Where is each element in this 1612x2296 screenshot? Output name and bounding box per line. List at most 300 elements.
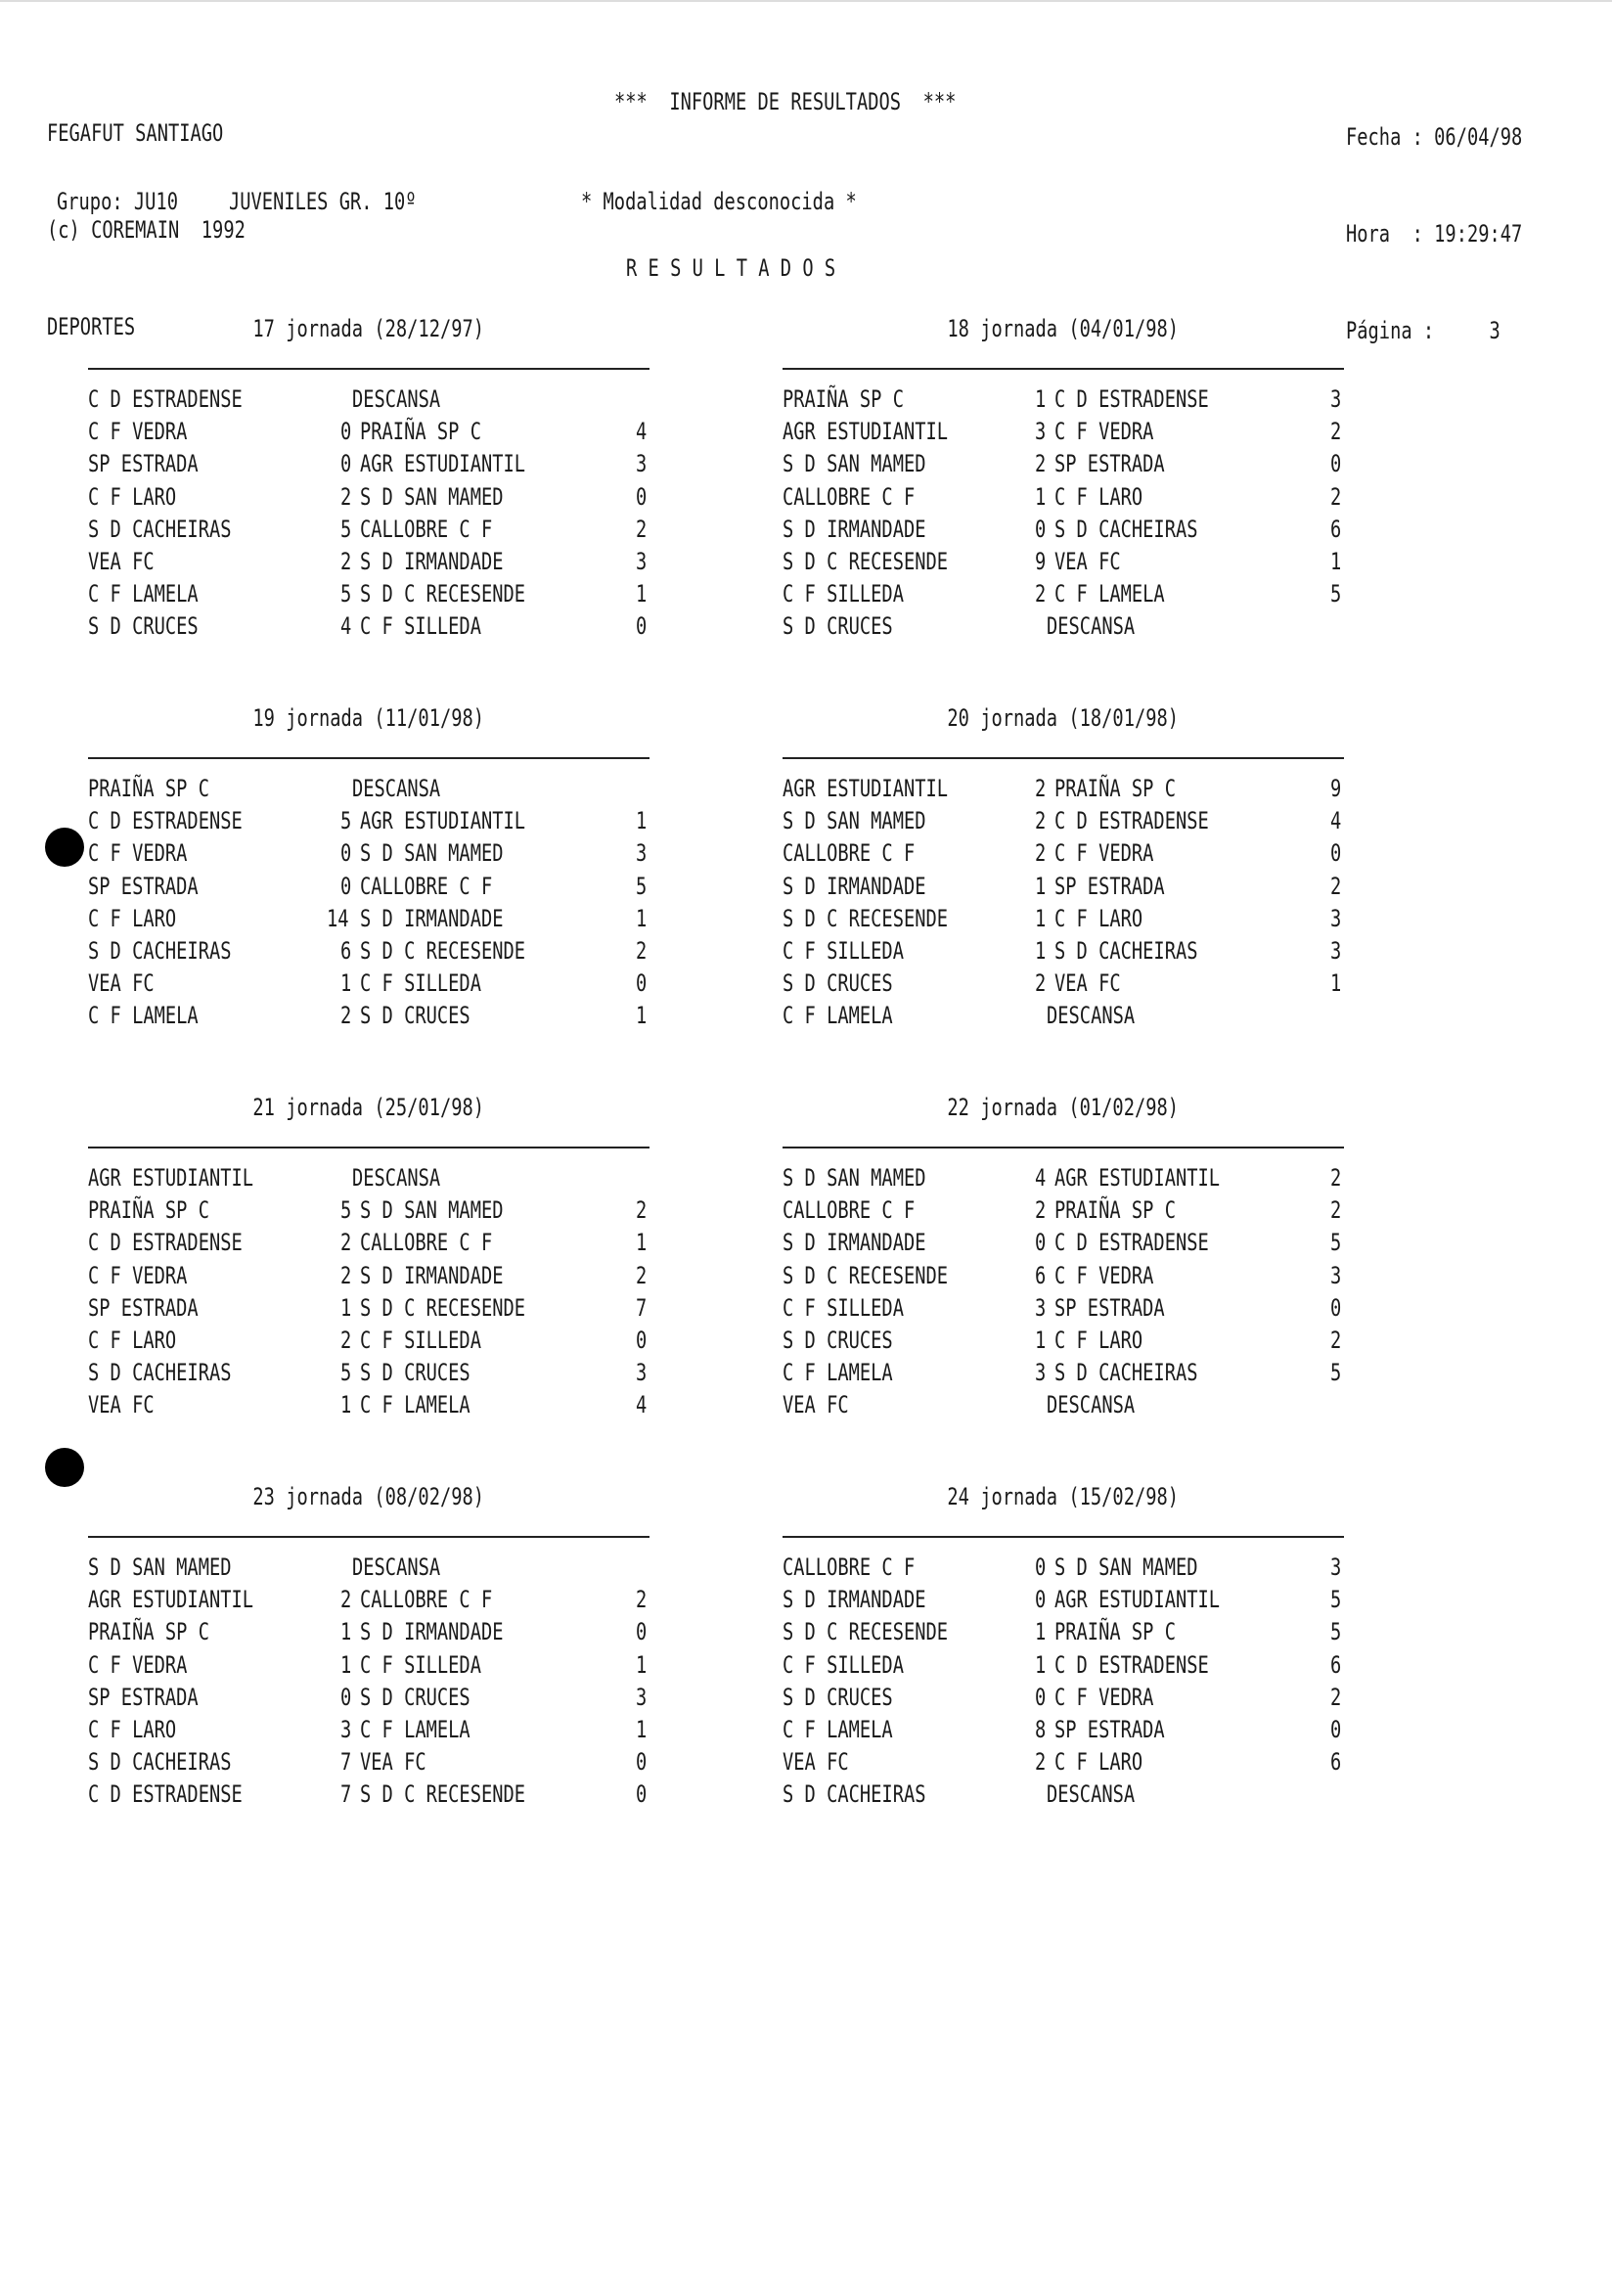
hora-line: Hora : 19:29:47 <box>1346 220 1523 248</box>
away-score: 1 <box>636 1716 648 1743</box>
match-row <box>88 1260 675 1292</box>
home-team: S D CRUCES <box>783 612 893 641</box>
home-team: C D ESTRADENSE <box>88 1229 243 1257</box>
away-score: 0 <box>636 969 648 998</box>
home-score: 0 <box>340 872 352 900</box>
home-score: 1 <box>1035 482 1047 511</box>
home-score: 8 <box>1035 1716 1047 1743</box>
jornada-title-text: 19 jornada (11/01/98) <box>252 704 485 732</box>
home-team: C F VEDRA <box>88 418 188 446</box>
fecha-line: Fecha : 06/04/98 <box>1346 123 1523 151</box>
away-team: DESCANSA <box>1047 1780 1136 1809</box>
home-team: VEA FC <box>88 969 155 998</box>
match-row <box>88 1682 675 1714</box>
match-row <box>783 935 1369 968</box>
away-score: 3 <box>1330 904 1342 932</box>
away-team: C F LARO <box>1054 482 1143 511</box>
jornada-title <box>784 1094 1342 1121</box>
home-score: 1 <box>340 1391 352 1419</box>
home-team: C F SILLEDA <box>783 1650 904 1679</box>
match-row <box>88 514 675 546</box>
away-team: S D C RECESENDE <box>360 580 526 608</box>
away-score: 2 <box>1330 482 1342 511</box>
match-row <box>783 1778 1369 1811</box>
match-row <box>783 1682 1369 1714</box>
match-row <box>783 1194 1369 1227</box>
away-team: DESCANSA <box>1047 1002 1136 1030</box>
match-row <box>88 1292 675 1325</box>
jornada-title-text: 20 jornada (18/01/98) <box>947 704 1180 732</box>
away-score: 0 <box>1330 1716 1342 1743</box>
match-row <box>783 968 1369 1000</box>
away-team: C F VEDRA <box>1054 418 1154 446</box>
jornada-rule <box>88 757 649 759</box>
match-row <box>88 1616 675 1648</box>
home-team: S D CACHEIRAS <box>88 1359 232 1387</box>
away-team: C D ESTRADENSE <box>1054 1650 1209 1679</box>
jornada-title-text: 18 jornada (04/01/98) <box>947 315 1180 342</box>
match-row <box>88 903 675 935</box>
away-score: 0 <box>1330 1293 1342 1322</box>
away-team: SP ESTRADA <box>1054 872 1165 900</box>
grupo-name: JUVENILES GR. 10º <box>229 188 417 215</box>
match-row <box>783 1227 1369 1259</box>
match-row <box>783 1260 1369 1292</box>
match-row <box>88 448 675 480</box>
match-row <box>783 1325 1369 1357</box>
away-score: 0 <box>636 612 648 641</box>
home-team: C F VEDRA <box>88 839 188 868</box>
away-team: SP ESTRADA <box>1054 1293 1165 1322</box>
match-row <box>88 1714 675 1746</box>
away-team: S D CRUCES <box>360 1683 470 1711</box>
away-score: 2 <box>1330 872 1342 900</box>
home-team: PRAIÑA SP C <box>88 1196 209 1225</box>
home-score: 2 <box>1035 1748 1047 1777</box>
jornada-rule <box>783 368 1344 370</box>
away-score: 1 <box>636 580 648 608</box>
away-team: C F LARO <box>1054 1327 1143 1354</box>
jornada-rule <box>783 1536 1344 1538</box>
away-team: DESCANSA <box>352 1553 441 1581</box>
home-score: 1 <box>1035 1327 1047 1354</box>
away-team: AGR ESTUDIANTIL <box>1054 1164 1221 1192</box>
away-team: S D CACHEIRAS <box>1054 937 1198 965</box>
away-score: 3 <box>1330 385 1342 413</box>
away-score: 0 <box>636 1618 648 1646</box>
home-score: 0 <box>340 839 352 868</box>
home-team: AGR ESTUDIANTIL <box>783 418 949 446</box>
away-team: C F LARO <box>1054 1748 1143 1777</box>
away-team: CALLOBRE C F <box>360 515 493 543</box>
home-score: 2 <box>1035 450 1047 478</box>
away-score: 5 <box>1330 1229 1342 1257</box>
home-team: C F VEDRA <box>88 1261 188 1289</box>
match-row <box>783 416 1369 448</box>
away-score: 2 <box>636 515 648 543</box>
home-score: 1 <box>340 1293 352 1322</box>
match-row <box>88 1649 675 1682</box>
away-score: 2 <box>1330 1164 1342 1192</box>
home-team: SP ESTRADA <box>88 872 199 900</box>
away-score: 1 <box>636 904 648 932</box>
home-team: C F LARO <box>88 1716 177 1743</box>
away-team: S D IRMANDADE <box>360 548 504 575</box>
match-row <box>783 903 1369 935</box>
away-score: 2 <box>636 1261 648 1289</box>
away-score: 3 <box>1330 1553 1342 1581</box>
match-row <box>88 1000 675 1032</box>
match-row <box>88 610 675 643</box>
away-score: 1 <box>636 1650 648 1679</box>
away-team: DESCANSA <box>352 1164 441 1192</box>
match-row <box>88 383 675 416</box>
jornada-title-text: 23 jornada (08/02/98) <box>252 1483 485 1510</box>
away-team: DESCANSA <box>352 775 441 802</box>
home-team: PRAIÑA SP C <box>88 1618 209 1646</box>
away-team: C D ESTRADENSE <box>1054 385 1209 413</box>
away-team: C F SILLEDA <box>360 969 481 998</box>
jornada-rule <box>783 1147 1344 1148</box>
home-team: C F LAMELA <box>783 1359 893 1387</box>
home-team: S D IRMANDADE <box>783 1586 926 1614</box>
home-score: 0 <box>340 418 352 446</box>
away-team: AGR ESTUDIANTIL <box>360 450 526 478</box>
home-team: SP ESTRADA <box>88 1293 199 1322</box>
away-team: C F LAMELA <box>1054 580 1165 608</box>
home-team: C F LARO <box>88 1327 177 1354</box>
punch-hole <box>45 1448 84 1487</box>
home-team: S D C RECESENDE <box>783 904 949 932</box>
away-score: 6 <box>1330 1748 1342 1777</box>
away-score: 1 <box>1330 548 1342 575</box>
home-score: 2 <box>1035 807 1047 835</box>
home-score: 2 <box>340 1261 352 1289</box>
away-team: DESCANSA <box>1047 612 1136 641</box>
away-score: 5 <box>1330 1359 1342 1387</box>
pagina-number: 3 <box>1489 317 1500 344</box>
home-team: SP ESTRADA <box>88 1683 199 1711</box>
away-team: S D IRMANDADE <box>360 904 504 932</box>
away-score: 3 <box>636 1359 648 1387</box>
away-team: AGR ESTUDIANTIL <box>1054 1586 1221 1614</box>
away-team: S D CRUCES <box>360 1359 470 1387</box>
home-team: AGR ESTUDIANTIL <box>88 1586 254 1614</box>
away-team: SP ESTRADA <box>1054 1716 1165 1743</box>
home-score: 1 <box>1035 385 1047 413</box>
home-score: 5 <box>340 1196 352 1225</box>
away-team: C F VEDRA <box>1054 1261 1154 1289</box>
away-team: DESCANSA <box>1047 1391 1136 1419</box>
match-row <box>783 805 1369 837</box>
match-row <box>783 1584 1369 1616</box>
match-row <box>88 968 675 1000</box>
home-score: 1 <box>340 1650 352 1679</box>
home-team: C F SILLEDA <box>783 937 904 965</box>
match-row <box>88 935 675 968</box>
match-row <box>88 416 675 448</box>
match-row <box>783 773 1369 805</box>
meta-block <box>1346 57 1522 380</box>
home-team: C F SILLEDA <box>783 1293 904 1322</box>
home-score: 5 <box>340 1359 352 1387</box>
home-score: 14 <box>327 904 349 932</box>
home-score: 2 <box>1035 775 1047 802</box>
home-score: 3 <box>1035 418 1047 446</box>
away-team: S D CACHEIRAS <box>1054 515 1198 543</box>
home-score: 2 <box>340 482 352 511</box>
away-score: 1 <box>636 1229 648 1257</box>
home-score: 5 <box>340 580 352 608</box>
home-score: 2 <box>1035 839 1047 868</box>
away-score: 5 <box>1330 1586 1342 1614</box>
away-team: S D SAN MAMED <box>360 1196 504 1225</box>
match-row <box>88 805 675 837</box>
away-score: 5 <box>1330 1618 1342 1646</box>
home-team: C D ESTRADENSE <box>88 385 243 413</box>
match-row <box>88 578 675 610</box>
match-row <box>88 1778 675 1811</box>
match-row <box>783 1389 1369 1421</box>
away-score: 0 <box>636 1327 648 1354</box>
match-row <box>88 1357 675 1389</box>
match-row <box>88 1227 675 1259</box>
home-team: CALLOBRE C F <box>783 482 916 511</box>
match-row <box>783 1000 1369 1032</box>
away-score: 3 <box>636 839 648 868</box>
home-team: AGR ESTUDIANTIL <box>88 1164 254 1192</box>
away-score: 3 <box>636 1683 648 1711</box>
away-score: 0 <box>1330 450 1342 478</box>
match-row <box>783 578 1369 610</box>
home-score: 2 <box>340 1327 352 1354</box>
away-score: 1 <box>1330 969 1342 998</box>
home-team: VEA FC <box>88 1391 155 1419</box>
home-score: 0 <box>1035 1553 1047 1581</box>
match-row <box>783 1292 1369 1325</box>
home-score: 1 <box>340 969 352 998</box>
away-score: 2 <box>636 1196 648 1225</box>
home-score: 9 <box>1035 548 1047 575</box>
match-row <box>783 448 1369 480</box>
away-team: S D CRUCES <box>360 1002 470 1030</box>
home-score: 0 <box>1035 1683 1047 1711</box>
away-team: S D IRMANDADE <box>360 1618 504 1646</box>
jornada-title-text: 21 jornada (25/01/98) <box>252 1094 485 1121</box>
home-team: C F LAMELA <box>88 1002 199 1030</box>
home-team: SP ESTRADA <box>88 450 199 478</box>
home-score: 2 <box>340 548 352 575</box>
home-team: CALLOBRE C F <box>783 1196 916 1225</box>
away-score: 2 <box>1330 1327 1342 1354</box>
home-team: S D SAN MAMED <box>783 1164 926 1192</box>
match-row <box>88 871 675 903</box>
away-score: 2 <box>1330 1196 1342 1225</box>
away-team: S D C RECESENDE <box>360 1293 526 1322</box>
home-team: PRAIÑA SP C <box>783 385 904 413</box>
section-title: R E S U L T A D O S <box>626 254 836 282</box>
match-row <box>88 1552 675 1584</box>
match-row <box>783 546 1369 578</box>
away-team: VEA FC <box>1054 548 1121 575</box>
away-team: C D ESTRADENSE <box>1054 807 1209 835</box>
away-team: C D ESTRADENSE <box>1054 1229 1209 1257</box>
home-team: C D ESTRADENSE <box>88 807 243 835</box>
home-team: C F SILLEDA <box>783 580 904 608</box>
org-line: FEGAFUT SANTIAGO <box>47 119 224 147</box>
home-score: 0 <box>1035 515 1047 543</box>
away-score: 0 <box>636 1748 648 1777</box>
match-row <box>783 1552 1369 1584</box>
jornada-title-text: 22 jornada (01/02/98) <box>947 1094 1180 1121</box>
away-team: C F LARO <box>1054 904 1143 932</box>
home-score: 3 <box>1035 1293 1047 1322</box>
away-score: 1 <box>636 807 648 835</box>
home-score: 0 <box>1035 1229 1047 1257</box>
away-score: 5 <box>1330 580 1342 608</box>
home-score: 2 <box>1035 1196 1047 1225</box>
home-team: C D ESTRADENSE <box>88 1780 243 1809</box>
away-score: 6 <box>1330 515 1342 543</box>
away-team: S D SAN MAMED <box>1054 1553 1198 1581</box>
home-score: 1 <box>340 1618 352 1646</box>
away-team: S D IRMANDADE <box>360 1261 504 1289</box>
match-row <box>88 773 675 805</box>
match-row <box>783 837 1369 870</box>
away-score: 3 <box>1330 1261 1342 1289</box>
away-score: 6 <box>1330 1650 1342 1679</box>
away-score: 0 <box>636 482 648 511</box>
org-line: (c) COREMAIN 1992 <box>47 216 246 244</box>
match-row <box>783 1616 1369 1648</box>
home-team: S D CRUCES <box>88 612 199 641</box>
home-team: S D IRMANDADE <box>783 1229 926 1257</box>
jornada-title-text: 24 jornada (15/02/98) <box>947 1483 1180 1510</box>
away-team: S D C RECESENDE <box>360 1780 526 1809</box>
away-team: S D SAN MAMED <box>360 482 504 511</box>
grupo-code: Grupo: JU10 <box>57 188 178 215</box>
punch-hole <box>45 828 84 867</box>
away-team: SP ESTRADA <box>1054 450 1165 478</box>
away-team: S D SAN MAMED <box>360 839 504 868</box>
home-team: S D CACHEIRAS <box>88 515 232 543</box>
home-team: S D C RECESENDE <box>783 548 949 575</box>
home-team: S D CACHEIRAS <box>783 1780 926 1809</box>
match-row <box>88 481 675 514</box>
away-score: 2 <box>636 1586 648 1614</box>
away-score: 3 <box>1330 937 1342 965</box>
jornada-title-text: 17 jornada (28/12/97) <box>252 315 485 342</box>
home-team: AGR ESTUDIANTIL <box>783 775 949 802</box>
jornada-rule <box>88 368 649 370</box>
jornada-title <box>90 1483 648 1510</box>
away-team: PRAIÑA SP C <box>1054 1196 1176 1225</box>
away-team: VEA FC <box>1054 969 1121 998</box>
match-row <box>88 837 675 870</box>
match-row <box>783 1746 1369 1778</box>
away-score: 9 <box>1330 775 1342 802</box>
home-team: S D CACHEIRAS <box>88 1748 232 1777</box>
jornada-title <box>784 704 1342 732</box>
home-team: S D SAN MAMED <box>783 807 926 835</box>
away-score: 2 <box>1330 418 1342 446</box>
home-team: C F LARO <box>88 482 177 511</box>
home-score: 6 <box>1035 1261 1047 1289</box>
home-team: C F LAMELA <box>783 1002 893 1030</box>
away-team: PRAIÑA SP C <box>1054 775 1176 802</box>
home-team: S D CRUCES <box>783 1327 893 1354</box>
home-score: 4 <box>1035 1164 1047 1192</box>
home-score: 0 <box>340 450 352 478</box>
away-team: CALLOBRE C F <box>360 1229 493 1257</box>
jornada-title <box>90 1094 648 1121</box>
away-score: 4 <box>636 1391 648 1419</box>
pagina-label: Página : <box>1346 317 1435 344</box>
home-score: 6 <box>340 937 352 965</box>
match-row <box>783 383 1369 416</box>
away-team: CALLOBRE C F <box>360 1586 493 1614</box>
jornada-rule <box>783 757 1344 759</box>
home-team: S D IRMANDADE <box>783 872 926 900</box>
away-score: 5 <box>636 872 648 900</box>
match-row <box>88 1389 675 1421</box>
match-row <box>88 1746 675 1778</box>
match-row <box>783 610 1369 643</box>
match-row <box>783 1357 1369 1389</box>
jornada-title <box>90 315 648 342</box>
match-row <box>783 1649 1369 1682</box>
home-score: 1 <box>1035 872 1047 900</box>
home-team: C F LAMELA <box>783 1716 893 1743</box>
home-score: 1 <box>1035 904 1047 932</box>
match-row <box>88 1325 675 1357</box>
away-team: S D C RECESENDE <box>360 937 526 965</box>
away-score: 0 <box>636 1780 648 1809</box>
home-score: 3 <box>340 1716 352 1743</box>
home-score: 2 <box>340 1002 352 1030</box>
away-team: PRAIÑA SP C <box>1054 1618 1176 1646</box>
jornada-rule <box>88 1536 649 1538</box>
jornada-title <box>90 704 648 732</box>
away-team: CALLOBRE C F <box>360 872 493 900</box>
away-team: VEA FC <box>360 1748 426 1777</box>
jornada-rule <box>88 1147 649 1148</box>
match-row <box>88 546 675 578</box>
home-score: 5 <box>340 515 352 543</box>
away-score: 7 <box>636 1293 648 1322</box>
away-score: 4 <box>636 418 648 446</box>
home-team: S D C RECESENDE <box>783 1618 949 1646</box>
away-team: C F SILLEDA <box>360 1327 481 1354</box>
jornada-title <box>784 1483 1342 1510</box>
home-score: 2 <box>1035 969 1047 998</box>
home-score: 4 <box>340 612 352 641</box>
scan-top-edge <box>0 0 1612 2</box>
home-score: 3 <box>1035 1359 1047 1387</box>
away-team: AGR ESTUDIANTIL <box>360 807 526 835</box>
match-row <box>783 1162 1369 1194</box>
home-score: 2 <box>340 1586 352 1614</box>
away-team: C F SILLEDA <box>360 612 481 641</box>
home-score: 1 <box>1035 937 1047 965</box>
home-team: VEA FC <box>783 1748 849 1777</box>
home-score: 7 <box>340 1780 352 1809</box>
home-team: S D SAN MAMED <box>88 1553 232 1581</box>
away-team: C F VEDRA <box>1054 839 1154 868</box>
home-team: S D IRMANDADE <box>783 515 926 543</box>
home-team: VEA FC <box>783 1391 849 1419</box>
home-score: 1 <box>1035 1618 1047 1646</box>
